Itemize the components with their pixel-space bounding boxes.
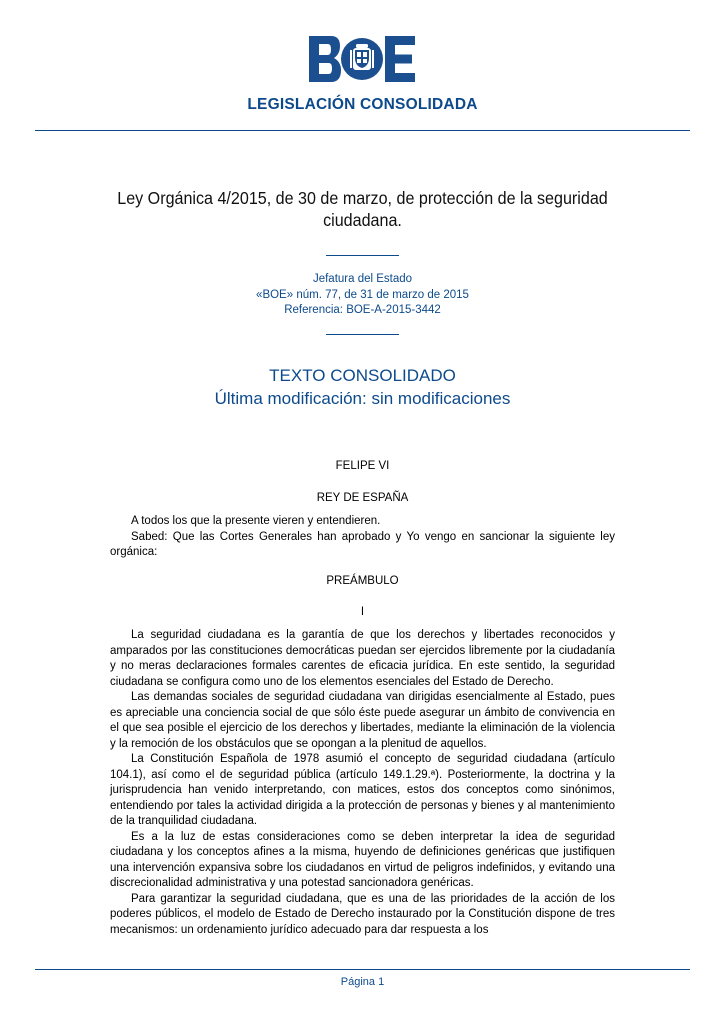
preamble-heading: PREÁMBULO	[326, 575, 399, 587]
footer-divider	[35, 969, 690, 970]
consolidated-heading: TEXTO CONSOLIDADO	[269, 366, 456, 385]
law-title: Ley Orgánica 4/2015, de 30 de marzo, de protección de la seguridad ciudadana.	[117, 188, 608, 230]
boe-logo	[309, 36, 415, 82]
law-metadata	[0, 272, 725, 319]
publication: «BOE» núm. 77, de 31 de marzo de 2015	[256, 288, 469, 301]
reference: Referencia: BOE-A-2015-3442	[284, 304, 441, 316]
king-name: FELIPE VI	[335, 460, 390, 472]
paragraph: La seguridad ciudadana es la garantía de que los derechos y libertades reconocidos y amparados por las constituciones democráticas puedan ser ejercidos libremente por la ciudadanía y no meras declaraciones formales carentes de eficacia jurídica. En este sentido, la seguridad ciudadana se configura como uno de los elementos esenciales del Estado de Derecho.	[110, 629, 615, 688]
short-divider	[326, 334, 399, 335]
last-modification: Última modificación: sin modificaciones	[214, 389, 511, 408]
king-title: REY DE ESPAÑA	[316, 492, 409, 504]
header-divider	[35, 130, 690, 131]
intro-paragraph: A todos los que la presente vieren y entendieren.	[131, 515, 381, 527]
paragraph: La Constitución Española de 1978 asumió el concepto de seguridad ciudadana (artículo 104.1), así como el de seguridad pública (artículo 149.1.29.ª). Posteriormente, la doctrina y la jurisprudencia han venido interpretando, con matices, estos dos conceptos como sinónimos, entendiendo por tales la actividad dirigida a la protección de personas y bienes y al mantenimiento de la tranquilidad ciudadana.	[110, 753, 615, 827]
consolidated-block	[0, 364, 725, 410]
paragraph: Es a la luz de estas consideraciones como se deben interpretar la idea de seguridad ciudadana y los conceptos afines a la misma, huyendo de definiciones genéricas que justifiquen una intervención expansiva sobre los ciudadanos en virtud de peligros indefinidos, y evitando una discrecionalidad administrativa y una potestad sancionadora genéricas.	[110, 830, 615, 889]
section-number: I	[360, 606, 365, 618]
paragraph: Para garantizar la seguridad ciudadana, que es una de las prioridades de la acción de los poderes públicos, el modelo de Estado de Derecho instaurado por la Constitución dispone de tres mecanismos: un ordenamiento jurídico adecuado para dar respuesta a los	[110, 892, 615, 936]
preamble-text	[110, 628, 615, 938]
issuer: Jefatura del Estado	[312, 273, 413, 285]
section-title: LEGISLACIÓN CONSOLIDADA	[247, 96, 478, 113]
page-number: Página 1	[340, 976, 385, 988]
intro-text	[110, 514, 615, 561]
intro-paragraph: Sabed: Que las Cortes Generales han aprobado y Yo vengo en sancionar la siguiente ley orgánica:	[110, 530, 615, 558]
paragraph: Las demandas sociales de seguridad ciudadana van dirigidas esencialmente al Estado, pues es apreciable una conciencia social de que sólo éste puede asegurar un ámbito de convivencia en el que sea posible el ejercicio de los derechos y libertades, mediante la eliminación de la violencia y la remoción de los obstáculos que se opongan a la plenitud de aquellos.	[110, 691, 615, 750]
short-divider	[326, 255, 399, 256]
